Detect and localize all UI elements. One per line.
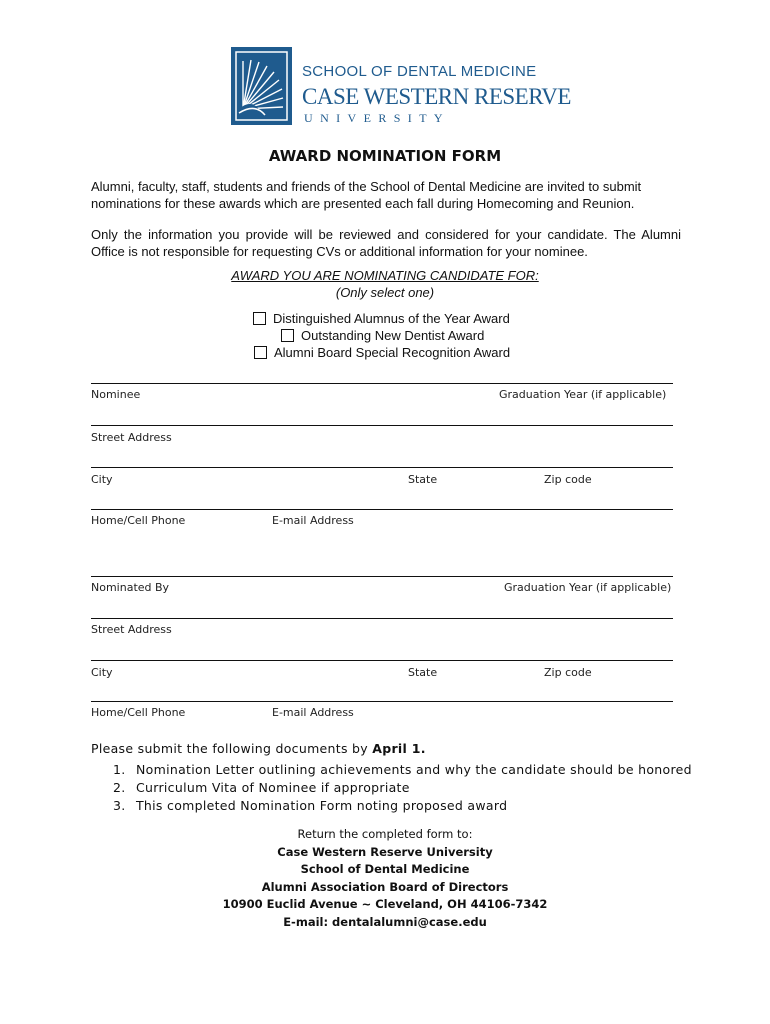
return-intro: Return the completed form to: xyxy=(297,827,473,841)
checkbox-special-recognition[interactable] xyxy=(254,346,267,359)
nominee-graduation-year-label: Graduation Year (if applicable) xyxy=(499,388,667,401)
award-section-heading: AWARD YOU ARE NOMINATING CANDIDATE FOR: xyxy=(231,268,539,283)
nominated-by-input-line[interactable] xyxy=(91,576,673,577)
nominator-graduation-year-label: Graduation Year (if applicable) xyxy=(504,581,672,594)
return-email[interactable]: E-mail: dentalalumni@case.edu xyxy=(283,914,487,929)
nominee-phone-label: Home/Cell Phone xyxy=(91,514,186,527)
nominator-zip-label: Zip code xyxy=(544,666,592,679)
intro-paragraph: Alumni, faculty, staff, students and friends of the School of Dental Medicine are invited to submit nominations for these awards which are presented each fall during Homecoming and Reunion. xyxy=(91,179,642,211)
nominator-state-label: State xyxy=(408,666,438,679)
nominated-by-label: Nominated By xyxy=(91,581,170,594)
required-documents-list xyxy=(113,761,692,815)
submission-intro: Please submit the following documents by xyxy=(91,741,373,756)
checkbox-distinguished-alumnus[interactable] xyxy=(253,312,266,325)
nominee-street-address-label: Street Address xyxy=(91,431,172,444)
logo-university-word: UNIVERSITY xyxy=(304,111,450,125)
award-option-label: Outstanding New Dentist Award xyxy=(301,328,485,343)
nominee-phone-email-line[interactable] xyxy=(91,509,673,510)
page-title: AWARD NOMINATION FORM xyxy=(268,147,502,165)
disclaimer-paragraph: Only the information you provide will be reviewed and considered for your candidate. The Alumni Office is not responsible for requesting CVs or additional information for your nominee. xyxy=(91,227,681,259)
return-address-block xyxy=(0,826,770,931)
nominee-input-line[interactable] xyxy=(91,383,673,384)
award-option-label: Distinguished Alumnus of the Year Award xyxy=(273,311,510,326)
return-school: School of Dental Medicine xyxy=(300,862,470,876)
nominator-street-address-label: Street Address xyxy=(91,623,172,636)
award-section-subheading: (Only select one) xyxy=(335,285,435,300)
nominee-city-state-zip-line[interactable] xyxy=(91,467,673,468)
nominator-email-label: E-mail Address xyxy=(272,706,354,719)
logo-university-name: CASE WESTERN RESERVE xyxy=(302,84,571,109)
submission-deadline: April 1. xyxy=(372,741,426,756)
school-logo xyxy=(231,47,571,125)
nominee-state-label: State xyxy=(408,473,438,486)
sunburst-logo-icon xyxy=(231,47,292,125)
submission-instructions xyxy=(91,741,426,756)
nominator-street-address-line[interactable] xyxy=(91,618,673,619)
return-street-address: 10900 Euclid Avenue ~ Cleveland, OH 44106-7342 xyxy=(222,897,548,911)
list-number: 3. xyxy=(113,798,126,813)
nominee-street-address-line[interactable] xyxy=(91,425,673,426)
nominator-phone-label: Home/Cell Phone xyxy=(91,706,186,719)
list-item xyxy=(113,779,692,797)
award-option-outstanding-new-dentist[interactable] xyxy=(281,328,484,343)
list-item xyxy=(113,797,692,815)
award-option-distinguished-alumnus[interactable] xyxy=(253,311,510,326)
list-text: Nomination Letter outlining achievements and why the candidate should be honored xyxy=(136,762,692,777)
nominee-city-label: City xyxy=(91,473,113,486)
nominator-phone-email-line[interactable] xyxy=(91,701,673,702)
nominator-city-state-zip-line[interactable] xyxy=(91,660,673,661)
nominee-email-label: E-mail Address xyxy=(272,514,354,527)
list-number: 2. xyxy=(113,780,126,795)
nominee-label: Nominee xyxy=(91,388,141,401)
list-text: Curriculum Vita of Nominee if appropriate xyxy=(136,780,410,795)
list-item xyxy=(113,761,692,779)
award-option-special-recognition[interactable] xyxy=(254,345,510,360)
nominee-zip-label: Zip code xyxy=(544,473,592,486)
return-university: Case Western Reserve University xyxy=(277,844,493,859)
logo-school-name: SCHOOL OF DENTAL MEDICINE xyxy=(302,63,537,80)
return-board: Alumni Association Board of Directors xyxy=(261,879,509,894)
nominator-city-label: City xyxy=(91,666,113,679)
list-text: This completed Nomination Form noting proposed award xyxy=(136,798,508,813)
award-option-label: Alumni Board Special Recognition Award xyxy=(274,345,511,360)
list-number: 1. xyxy=(113,762,126,777)
checkbox-outstanding-new-dentist[interactable] xyxy=(281,329,294,342)
